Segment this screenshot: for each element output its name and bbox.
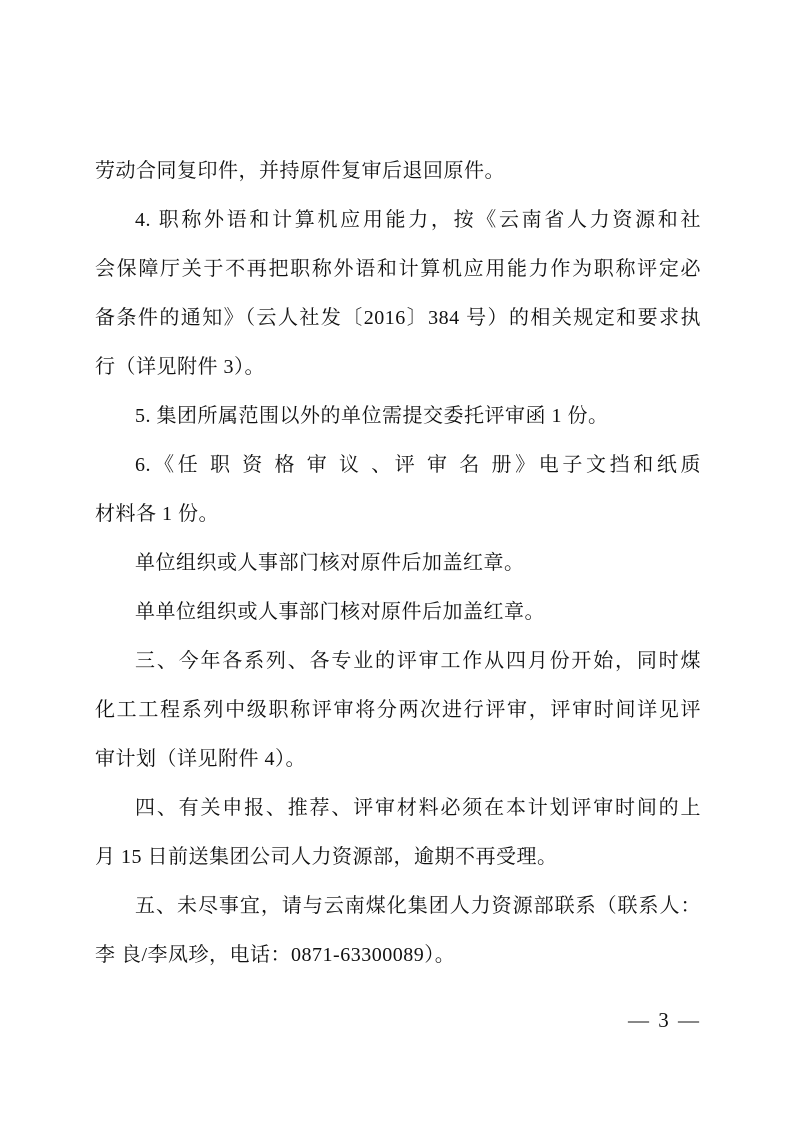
text-content: [95, 147, 701, 980]
text-line: 行（详见附件 3）。: [95, 356, 265, 378]
text-line: 劳动合同复印件，并持原件复审后退回原件。: [95, 160, 505, 182]
text-line: 四、有关申报、推荐、评审材料必须在本计划评审时间的上: [135, 797, 701, 819]
text-line: 材料各 1 份。: [95, 503, 219, 525]
text-line: 6.《任 职 资 格 审 议 、评 审 名 册》电子文挡和纸质: [135, 454, 701, 476]
text-line: 三、今年各系列、各专业的评审工作从四月份开始，同时煤: [135, 650, 701, 672]
text-line: 月 15 日前送集团公司人力资源部，逾期不再受理。: [95, 846, 558, 868]
text-line: 单位组织或人事部门核对原件后加盖红章。: [135, 552, 525, 574]
page-number: — 3 —: [628, 1008, 701, 1032]
text-line: 单单位组织或人事部门核对原件后加盖红章。: [135, 601, 545, 623]
text-line: 备条件的通知》（云人社发〔2016〕384 号）的相关规定和要求执: [95, 307, 701, 329]
text-line: 会保障厅关于不再把职称外语和计算机应用能力作为职称评定必: [95, 258, 701, 280]
text-line: 李 良/李凤珍，电话：0871-63300089）。: [95, 944, 456, 966]
text-line: 4. 职称外语和计算机应用能力，按《云南省人力资源和社: [135, 209, 701, 231]
text-line: 审计划（详见附件 4）。: [95, 748, 306, 770]
text-line: 五、未尽事宜，请与云南煤化集团人力资源部联系（联系人：: [135, 895, 701, 917]
text-line: 5. 集团所属范围以外的单位需提交委托评审函 1 份。: [135, 405, 609, 427]
text-line: 化工工程系列中级职称评审将分两次进行评审，评审时间详见评: [95, 699, 701, 721]
